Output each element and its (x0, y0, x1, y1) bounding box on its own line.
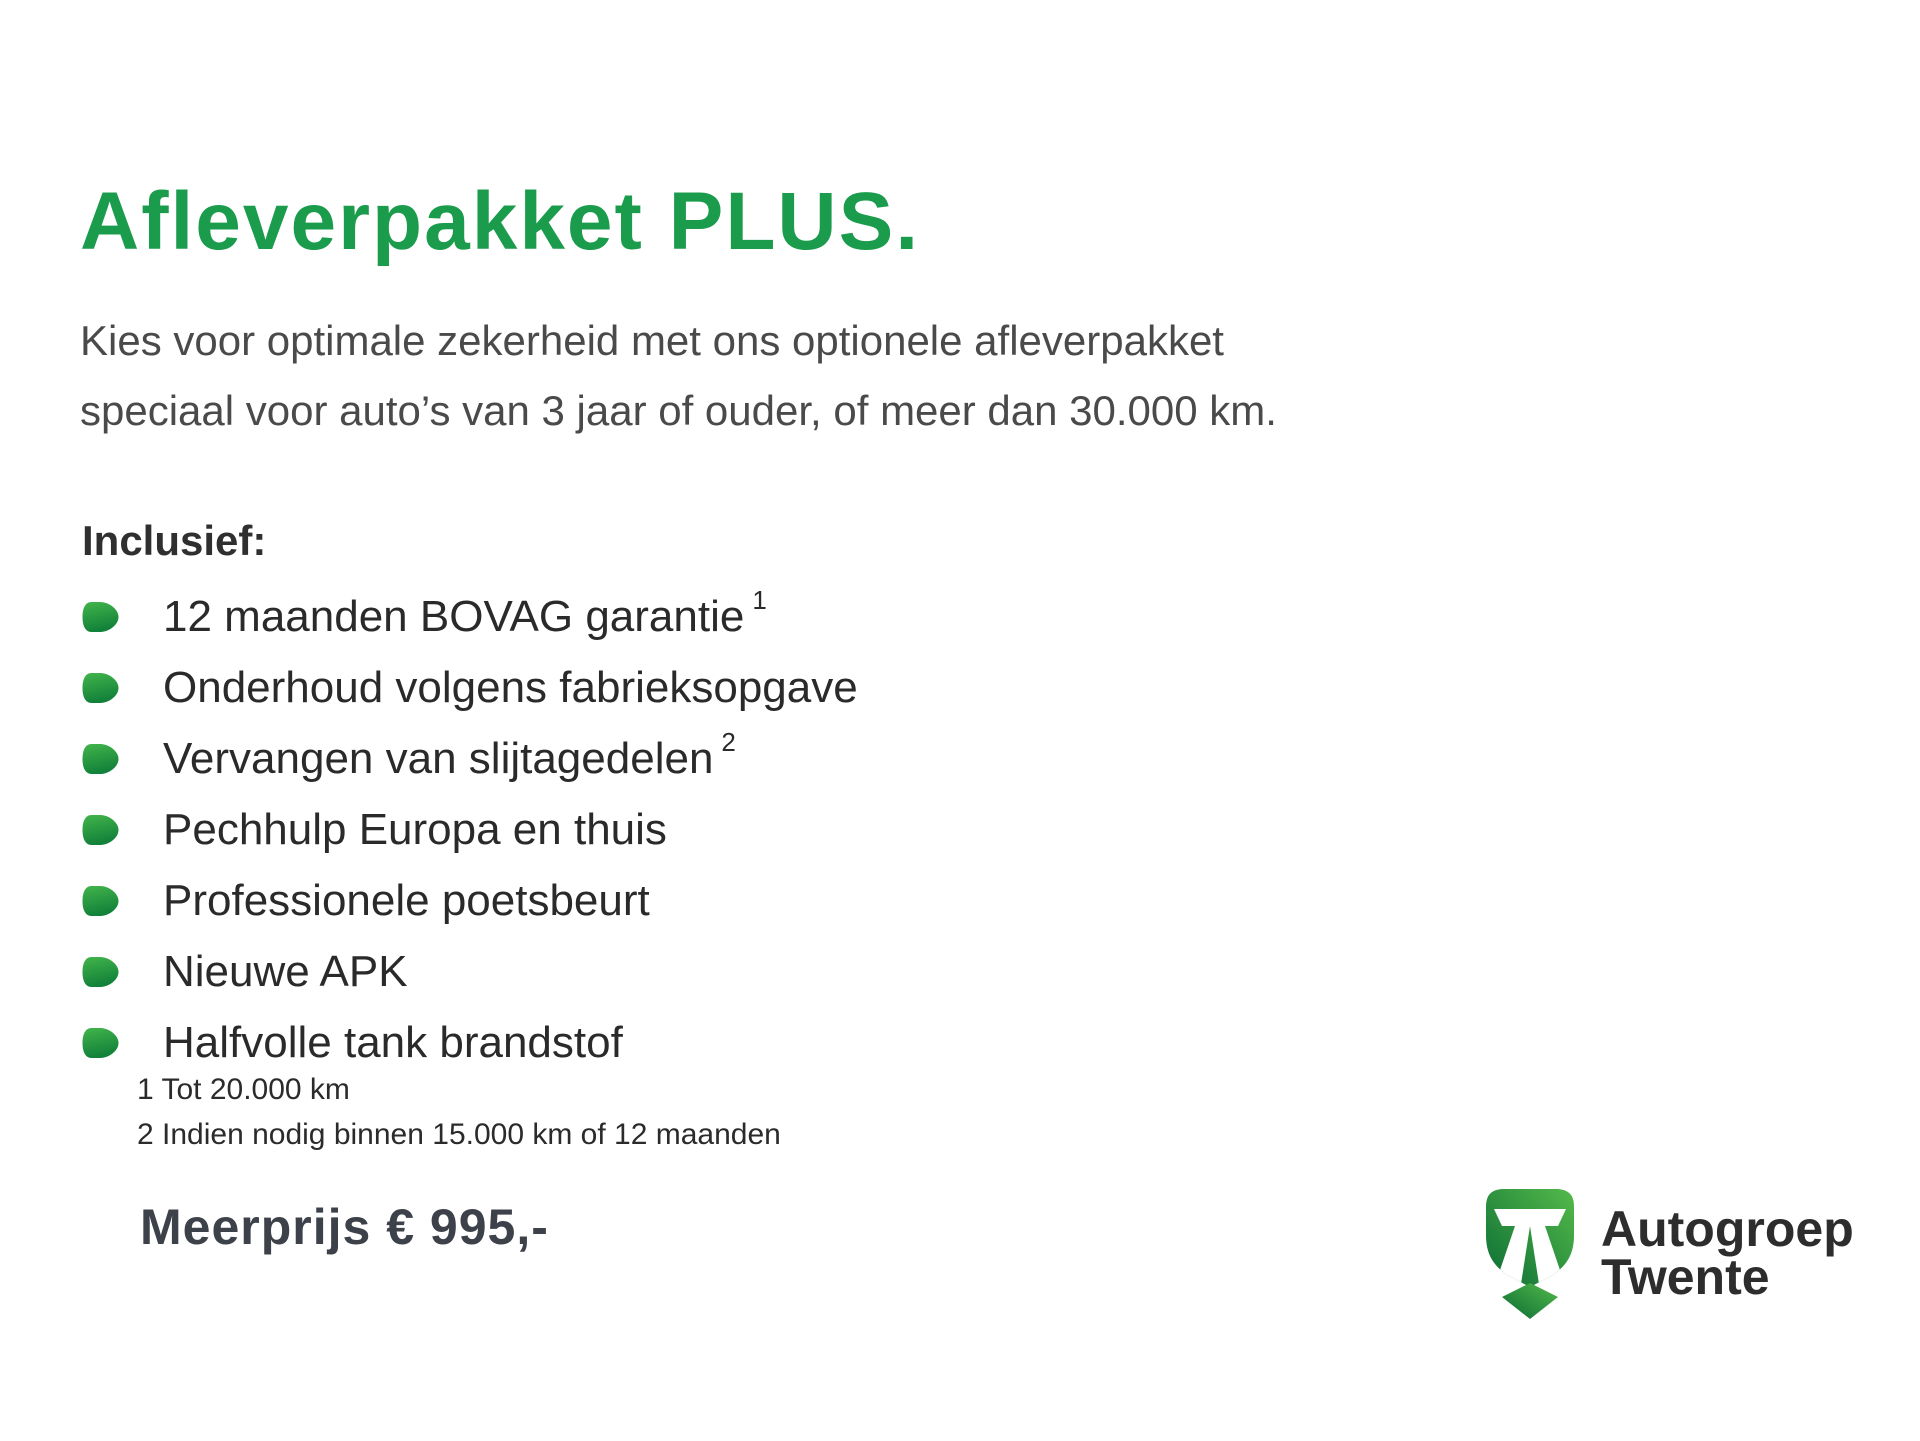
logo-line-2: Twente (1601, 1249, 1770, 1305)
intro-paragraph (80, 306, 1277, 446)
list-item-label: Nieuwe APK (163, 946, 408, 996)
intro-line-2: speciaal voor auto’s van 3 jaar of ouder, of meer dan 30.000 km. (80, 387, 1277, 434)
feature-list (80, 581, 866, 1078)
footnote-ref: 1 (752, 585, 767, 615)
list-item-label: Pechhulp Europa en thuis (163, 804, 667, 854)
green-bullet-icon (80, 742, 121, 776)
green-bullet-icon (80, 884, 121, 918)
list-item (80, 936, 866, 1007)
logo-wordmark (1601, 1201, 1854, 1305)
list-item (80, 865, 866, 936)
list-item-label: 12 maanden BOVAG garantie (163, 591, 745, 641)
page-title: Afleverpakket PLUS. (80, 176, 921, 267)
green-bullet-icon (80, 813, 121, 847)
green-bullet-icon (80, 1026, 121, 1060)
footnotes (137, 1067, 781, 1157)
list-item (80, 723, 866, 794)
green-bullet-icon (80, 955, 121, 989)
footnote-1: 1 Tot 20.000 km (137, 1073, 350, 1106)
price-text: Meerprijs € 995,- (140, 1199, 549, 1255)
list-item-label: Onderhoud volgens fabrieksopgave (163, 662, 858, 712)
green-bullet-icon (80, 600, 121, 634)
autogroep-twente-logo (1477, 1183, 1854, 1320)
list-item-label: Vervangen van slijtagedelen (163, 733, 714, 783)
list-item (80, 581, 866, 652)
autogroep-shield-icon (1477, 1183, 1583, 1320)
footnote-ref: 2 (721, 727, 736, 757)
list-item (80, 794, 866, 865)
footnote-2: 2 Indien nodig binnen 15.000 km of 12 maanden (137, 1118, 781, 1151)
list-item (80, 652, 866, 723)
intro-line-1: Kies voor optimale zekerheid met ons optionele afleverpakket (80, 317, 1224, 364)
logo-line-1: Autogroep (1601, 1201, 1854, 1257)
list-item-label: Professionele poetsbeurt (163, 875, 650, 925)
included-heading: Inclusief: (82, 517, 267, 564)
list-item-label: Halfvolle tank brandstof (163, 1017, 623, 1067)
green-bullet-icon (80, 671, 121, 705)
